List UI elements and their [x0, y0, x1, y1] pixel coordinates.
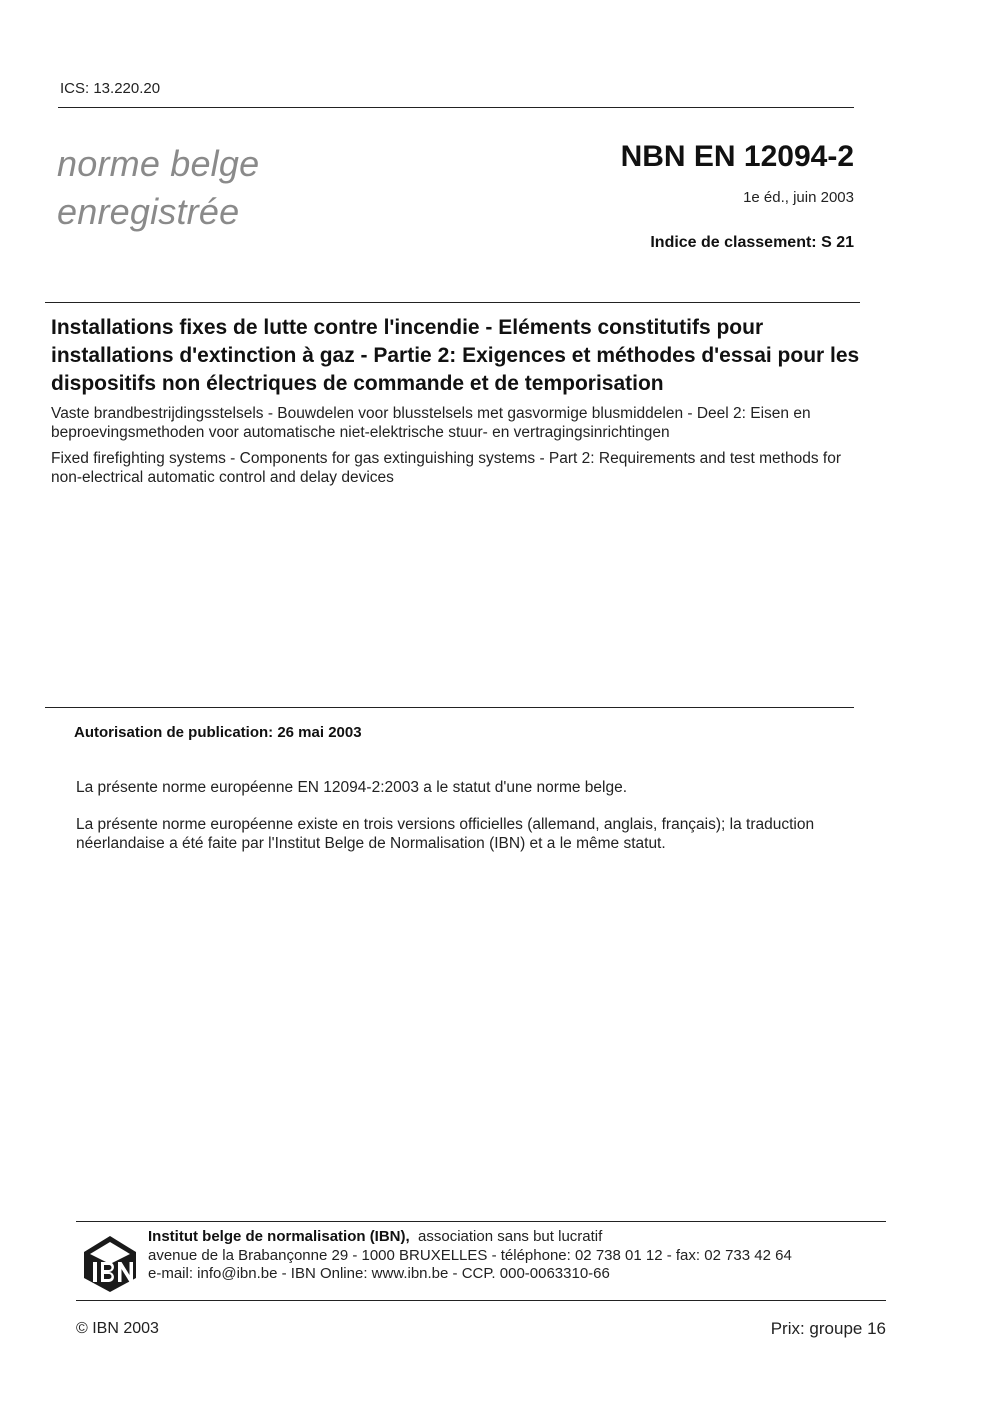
organization-name: Institut belge de normalisation (IBN), [148, 1228, 410, 1245]
brand-mark [57, 140, 259, 236]
classification-index: Indice de classement: S 21 [650, 234, 854, 251]
organization-description: association sans but lucratif [418, 1228, 603, 1245]
copyright: © IBN 2003 [76, 1320, 159, 1337]
versions-paragraph: La présente norme européenne existe en trois versions officielles (allemand, anglais, français); la traduction néerlandaise a été faite par l'Institut Belge de Normalisation (IBN) et a le même statut. [76, 816, 815, 852]
standard-number: NBN EN 12094-2 [620, 140, 854, 173]
brand-line-2: enregistrée [57, 191, 240, 232]
brand-line-1: norme belge [57, 143, 260, 184]
organization-line [148, 1228, 792, 1247]
title-bottom-rule [45, 707, 854, 708]
title-top-rule [45, 302, 860, 303]
price-group: Prix: groupe 16 [770, 1319, 886, 1338]
ibn-logo [82, 1234, 138, 1294]
organization-address: avenue de la Brabançonne 29 - 1000 BRUXELLES - téléphone: 02 738 01 12 - fax: 02 733 42 64 [148, 1246, 792, 1264]
header-top-rule [58, 107, 854, 108]
publication-authorisation: Autorisation de publication: 26 mai 2003 [74, 724, 362, 741]
ibn-logo-icon [82, 1234, 138, 1294]
organization-contact: e-mail: info@ibn.be - IBN Online: www.ibn.be - CCP. 000-0063310-66 [148, 1265, 610, 1282]
title-dutch: Vaste brandbestrijdingsstelsels - Bouwdelen voor blusstelsels met gasvormige blusmiddelen - Deel 2: Eisen en beproevingsmethoden voor automatische niet-elektrische stuur- en vertragingsinrichtingen [51, 405, 811, 441]
footer-bottom-rule [76, 1300, 886, 1301]
ics-code: ICS: 13.220.20 [60, 80, 161, 97]
title-english: Fixed firefighting systems - Components for gas extinguishing systems - Part 2: Requirements and test methods for non-electrical automatic control and delay devices [51, 450, 841, 486]
footer-contact-block [148, 1228, 792, 1284]
footer-top-rule [76, 1221, 886, 1222]
status-paragraph: La présente norme européenne EN 12094-2:2003 a le statut d'une norme belge. [76, 779, 628, 796]
title-french: Installations fixes de lutte contre l'incendie - Eléments constitutifs pour installations d'extinction à gaz - Partie 2: Exigences et méthodes d'essai pour les dispositifs non électriques de commande et de temporisation [51, 316, 860, 395]
edition-date: 1e éd., juin 2003 [743, 189, 854, 206]
